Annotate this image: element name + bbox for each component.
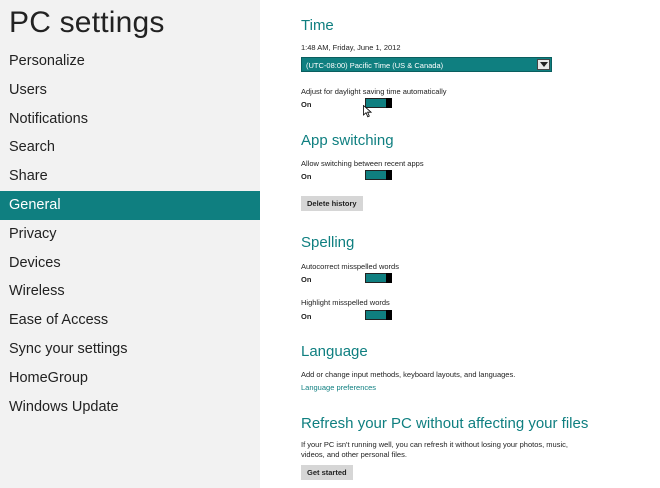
- toggle-thumb[interactable]: [386, 310, 392, 320]
- sidebar-item-wireless[interactable]: Wireless: [9, 283, 65, 300]
- allow-switching-state: On: [301, 172, 312, 181]
- highlight-toggle[interactable]: [365, 310, 392, 320]
- mouse-cursor-icon: [363, 105, 372, 118]
- sidebar: [0, 0, 260, 488]
- sidebar-item-search[interactable]: Search: [9, 139, 55, 156]
- chevron-down-icon[interactable]: [537, 59, 550, 70]
- sidebar-item-homegroup[interactable]: HomeGroup: [9, 369, 88, 386]
- spelling-section-title: Spelling: [301, 234, 355, 251]
- highlight-label: Highlight misspelled words: [301, 298, 390, 307]
- language-preferences-link[interactable]: Language preferences: [301, 383, 377, 392]
- autocorrect-toggle[interactable]: [365, 273, 392, 283]
- autocorrect-label: Autocorrect misspelled words: [301, 262, 399, 271]
- sidebar-item-users[interactable]: Users: [9, 81, 47, 98]
- time-section-title: Time: [301, 17, 334, 34]
- app-switching-section-title: App switching: [301, 132, 394, 149]
- sidebar-item-personalize[interactable]: Personalize: [9, 53, 85, 69]
- toggle-thumb[interactable]: [386, 273, 392, 283]
- dst-state: On: [301, 100, 312, 109]
- timezone-dropdown[interactable]: [301, 57, 552, 72]
- sidebar-item-privacy[interactable]: Privacy: [9, 225, 57, 242]
- sidebar-item-devices[interactable]: Devices: [9, 254, 61, 271]
- language-description: Add or change input methods, keyboard layouts, and languages.: [301, 370, 516, 379]
- toggle-thumb[interactable]: [386, 98, 392, 108]
- current-datetime: 1:48 AM, Friday, June 1, 2012: [301, 43, 401, 52]
- sidebar-item-windows-update[interactable]: Windows Update: [9, 398, 119, 415]
- delete-history-button[interactable]: Delete history: [301, 196, 363, 211]
- language-section-title: Language: [301, 343, 368, 360]
- sidebar-item-ease-of-access[interactable]: Ease of Access: [9, 312, 109, 329]
- sidebar-item-notifications[interactable]: Notifications: [9, 110, 88, 127]
- sidebar-item-general[interactable]: General: [0, 191, 260, 220]
- sidebar-item-share[interactable]: Share: [9, 168, 48, 185]
- sidebar-nav: [0, 47, 260, 421]
- allow-switching-label: Allow switching between recent apps: [301, 159, 424, 168]
- autocorrect-state: On: [301, 275, 312, 284]
- dst-label: Adjust for daylight saving time automatically: [301, 87, 447, 96]
- page-title: PC settings: [9, 6, 165, 39]
- refresh-section-title: Refresh your PC without affecting your files: [301, 415, 589, 432]
- allow-switching-toggle[interactable]: [365, 170, 392, 180]
- settings-content: [301, 0, 641, 488]
- sidebar-item-sync-your-settings[interactable]: Sync your settings: [9, 340, 128, 357]
- highlight-state: On: [301, 312, 312, 321]
- timezone-selected-value: (UTC-08:00) Pacific Time (US & Canada): [306, 61, 444, 70]
- refresh-description: If your PC isn't running well, you can refresh it without losing your photos, music, videos, and other personal files.: [301, 440, 568, 459]
- get-started-button[interactable]: Get started: [301, 465, 353, 480]
- toggle-thumb[interactable]: [386, 170, 392, 180]
